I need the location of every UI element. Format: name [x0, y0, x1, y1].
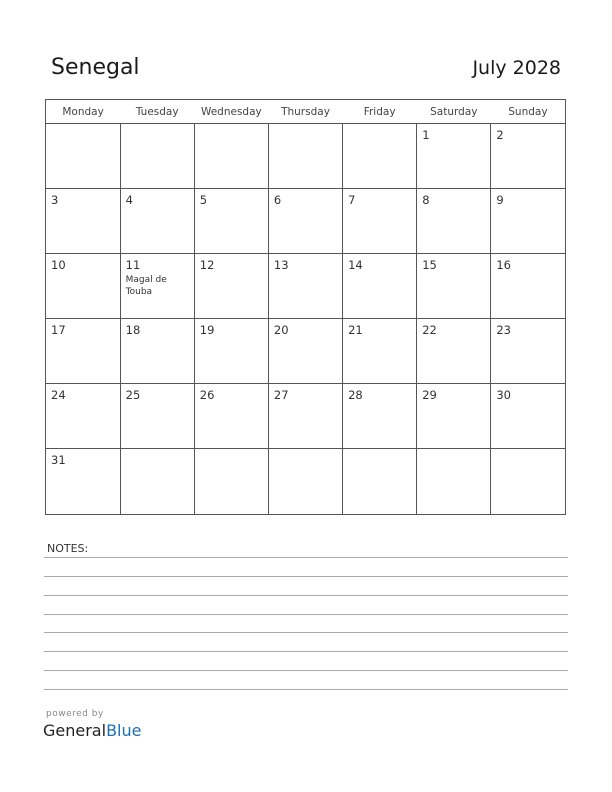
day-cell: [491, 124, 565, 189]
day-cell: [46, 124, 120, 189]
day-number: 28: [348, 388, 363, 402]
day-number: 14: [348, 258, 363, 272]
day-cell: [46, 189, 120, 254]
day-number: 1: [422, 128, 430, 142]
day-number: 24: [51, 388, 66, 402]
day-number: 30: [496, 388, 511, 402]
week-row: [46, 449, 565, 514]
day-number: 3: [51, 193, 59, 207]
day-number: 12: [199, 258, 215, 272]
day-cell: [343, 124, 417, 189]
day-cell: [120, 319, 194, 384]
day-cell: [417, 254, 491, 319]
day-number: 27: [273, 388, 289, 402]
day-number: 8: [422, 193, 430, 207]
day-cell: [491, 254, 565, 319]
day-number: 16: [496, 258, 511, 272]
notes-line: [44, 651, 568, 652]
day-number: 19: [199, 323, 215, 337]
day-cell: [120, 189, 194, 254]
day-cell: [194, 384, 268, 449]
week-row: [46, 124, 565, 189]
brand-general: General: [43, 721, 107, 740]
notes-line: [44, 614, 568, 615]
notes-label: NOTES:: [47, 542, 89, 555]
powered-by-text: powered by: [46, 709, 104, 719]
week-row: [46, 254, 565, 319]
day-cell: [417, 319, 491, 384]
day-cell: [194, 254, 268, 319]
day-number: 31: [51, 453, 66, 467]
day-cell: [491, 189, 565, 254]
day-cell: [120, 124, 194, 189]
day-cell: [268, 124, 342, 189]
day-number: 7: [348, 193, 356, 207]
day-cell: [343, 449, 417, 514]
notes-line: [44, 576, 568, 577]
notes-line: [44, 632, 568, 633]
day-cell: [343, 319, 417, 384]
notes-line: [44, 557, 568, 558]
day-cell: [343, 254, 417, 319]
notes-line: [44, 670, 568, 671]
day-number: 11: [125, 258, 141, 272]
day-cell: [417, 384, 491, 449]
day-cell: [491, 319, 565, 384]
day-number: 29: [422, 388, 437, 402]
day-cell: [120, 254, 194, 319]
day-cell: [194, 319, 268, 384]
holiday-label: Magal de Touba: [125, 275, 167, 297]
week-row: [46, 319, 565, 384]
day-cell: [268, 254, 342, 319]
day-number: 22: [422, 323, 437, 337]
weekday-header: Tuesday: [120, 100, 194, 124]
day-cell: [268, 384, 342, 449]
day-cell: [194, 124, 268, 189]
day-cell: [46, 384, 120, 449]
day-number: 13: [273, 258, 289, 272]
notes-line: [44, 595, 568, 596]
brand-blue: Blue: [106, 721, 142, 740]
month-year-title: July 2028: [472, 57, 561, 79]
day-number: 23: [496, 323, 511, 337]
day-cell: [46, 319, 120, 384]
day-number: 2: [496, 128, 504, 142]
day-cell: [120, 384, 194, 449]
calendar-grid: [45, 99, 566, 515]
weekday-header: Thursday: [268, 100, 342, 124]
weekday-header: Saturday: [417, 100, 491, 124]
day-cell: [268, 319, 342, 384]
day-cell: [343, 189, 417, 254]
day-cell: [417, 124, 491, 189]
day-cell: [343, 384, 417, 449]
day-number: 17: [51, 323, 66, 337]
weekday-header: Monday: [46, 100, 120, 124]
day-number: 4: [125, 193, 133, 207]
weekday-header-row: [46, 100, 565, 124]
day-cell: [194, 449, 268, 514]
brand-logo: [43, 721, 141, 740]
weekday-header: Wednesday: [194, 100, 268, 124]
day-number: 9: [496, 193, 504, 207]
notes-line: [44, 689, 568, 690]
day-cell: [268, 189, 342, 254]
day-cell: [417, 449, 491, 514]
day-cell: [417, 189, 491, 254]
day-number: 21: [348, 323, 363, 337]
day-number: 25: [125, 388, 141, 402]
day-cell: [46, 449, 120, 514]
day-cell: [491, 384, 565, 449]
day-number: 26: [199, 388, 215, 402]
day-cell: [194, 189, 268, 254]
day-cell: [268, 449, 342, 514]
day-cell: [46, 254, 120, 319]
week-row: [46, 384, 565, 449]
day-number: 10: [51, 258, 66, 272]
day-number: 5: [199, 193, 208, 207]
weekday-header: Friday: [343, 100, 417, 124]
day-number: 18: [125, 323, 141, 337]
day-cell: [120, 449, 194, 514]
day-number: 15: [422, 258, 437, 272]
day-cell: [491, 449, 565, 514]
week-row: [46, 189, 565, 254]
day-number: 20: [273, 323, 289, 337]
day-number: 6: [273, 193, 282, 207]
weekday-header: Sunday: [491, 100, 565, 124]
country-title: Senegal: [51, 55, 140, 80]
